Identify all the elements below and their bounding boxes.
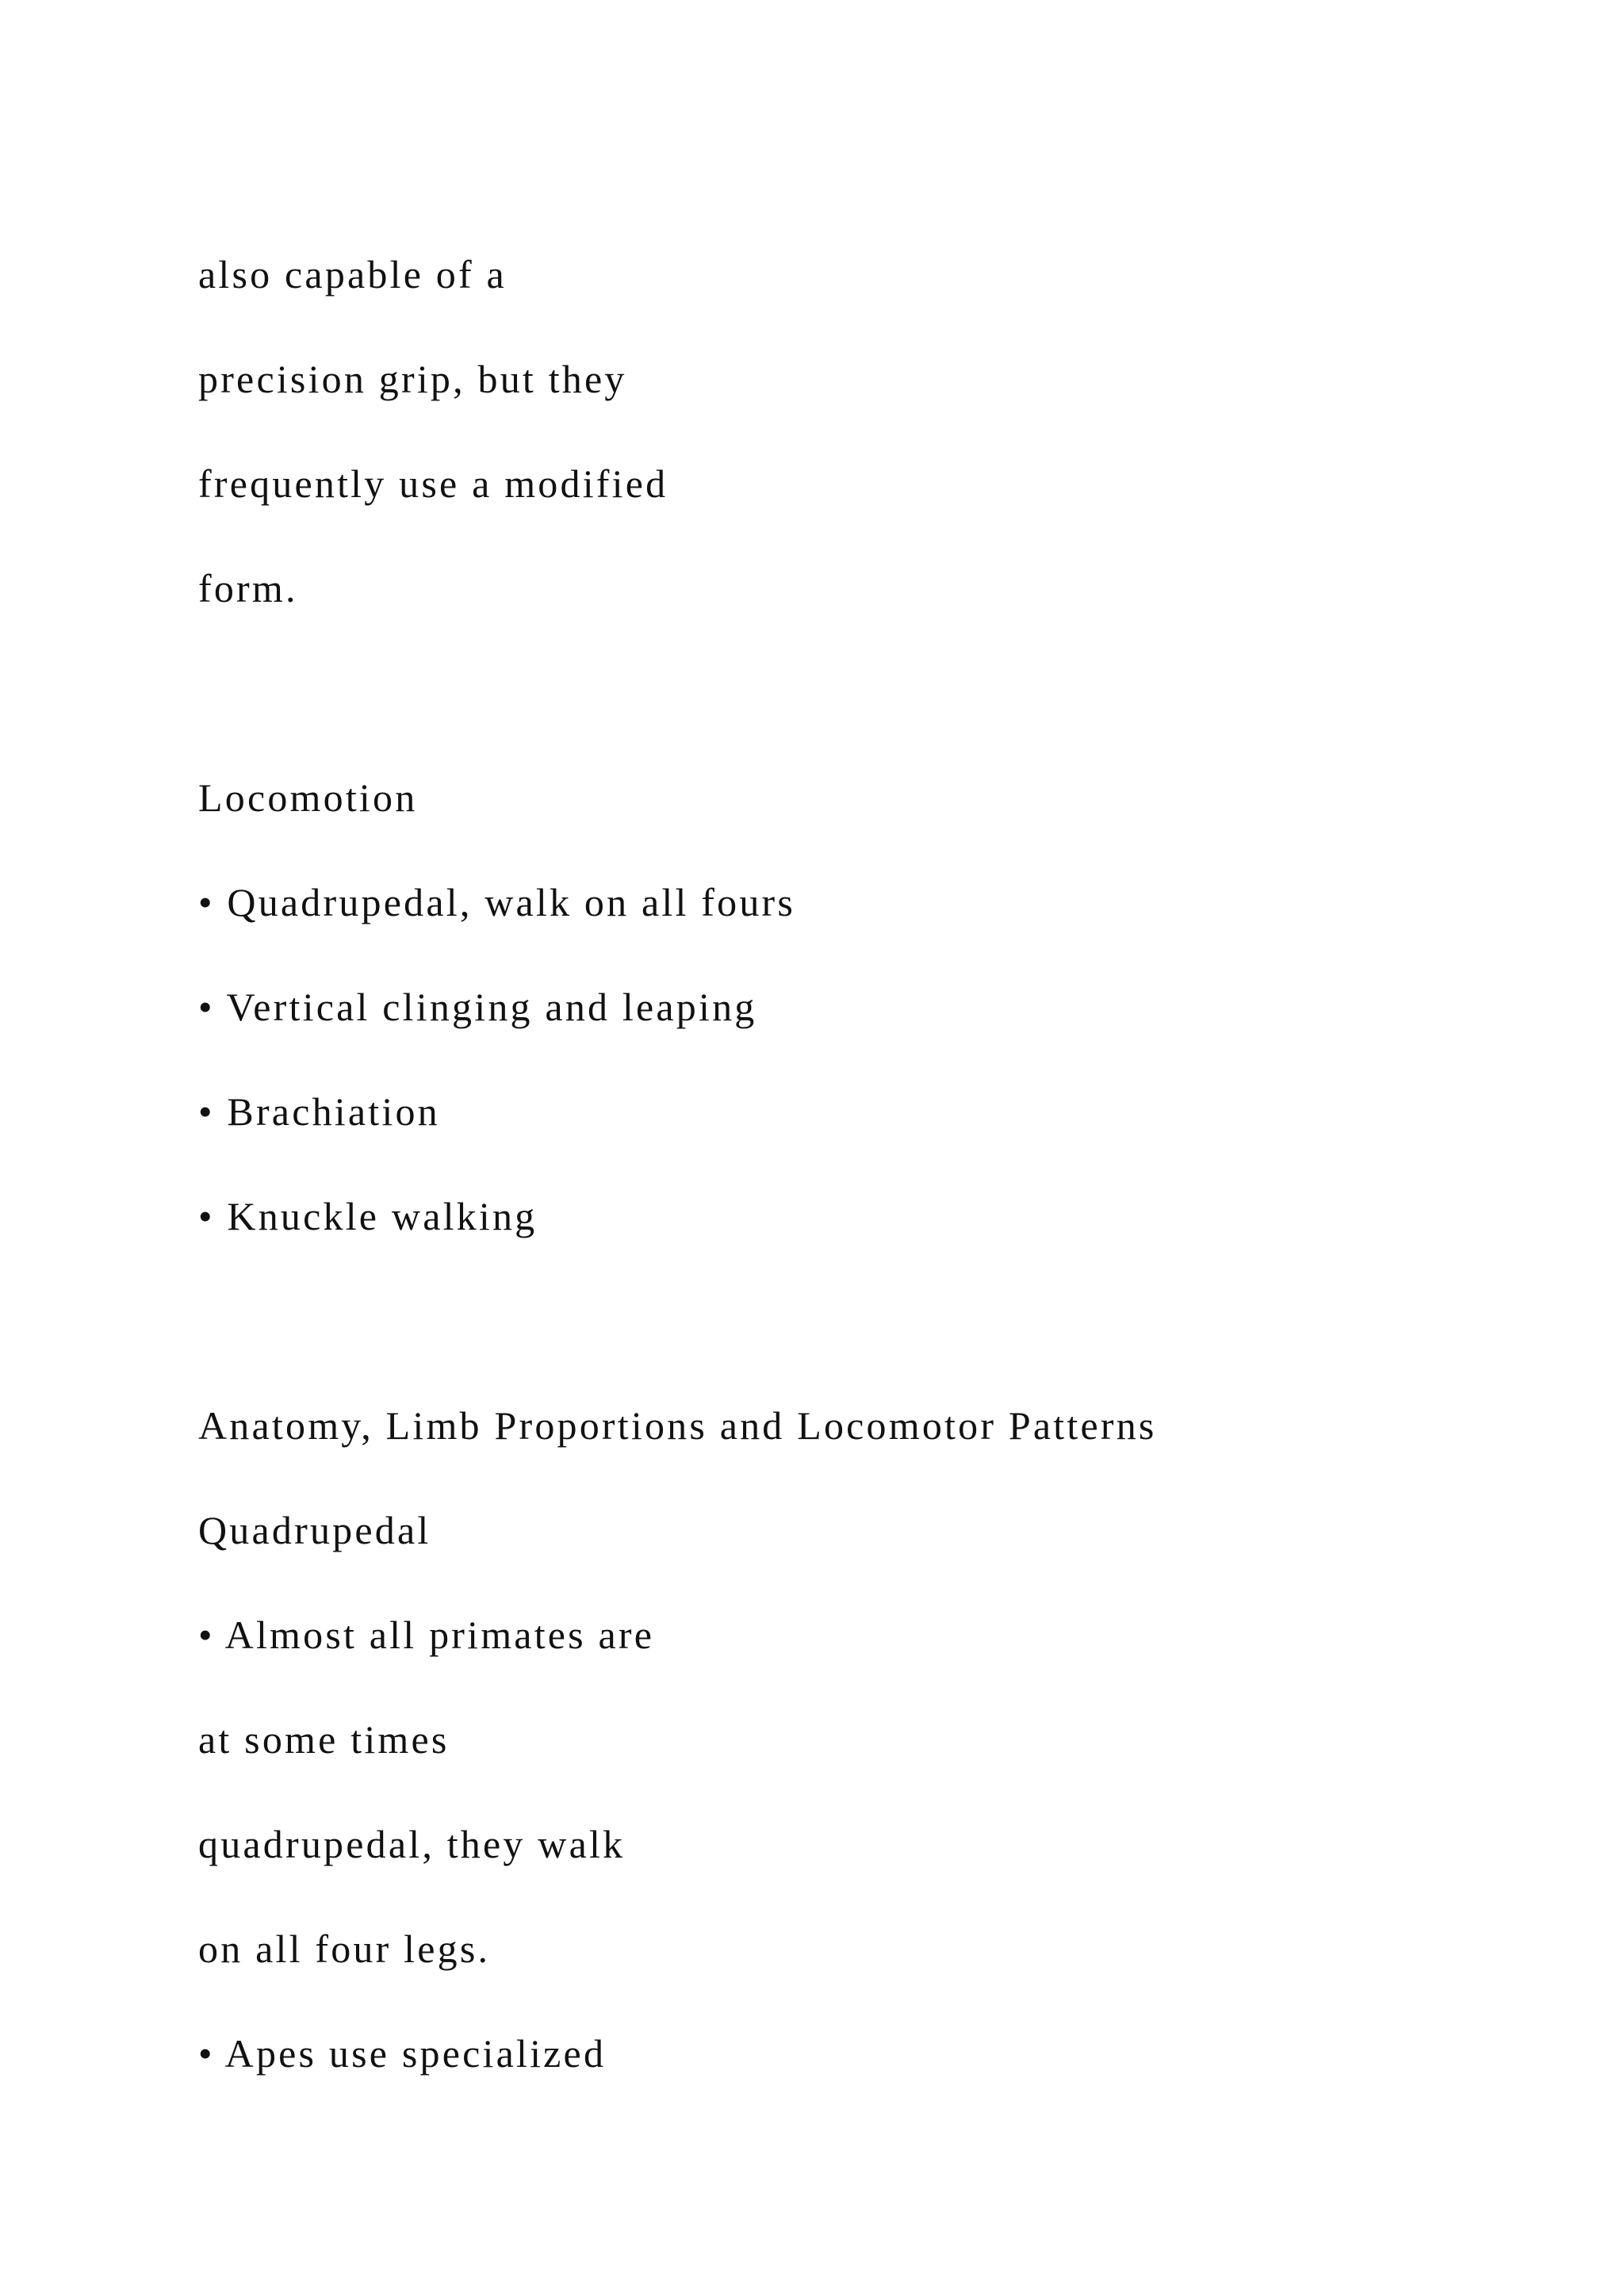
text-line: • Apes use specialized xyxy=(198,2031,607,2076)
text-line: on all four legs. xyxy=(198,1927,491,1971)
section-heading-anatomy: Anatomy, Limb Proportions and Locomotor Patterns xyxy=(198,1403,1157,1448)
paragraph-spacer xyxy=(198,1284,1546,1389)
bullet-item: • Knuckle walking xyxy=(198,1194,538,1238)
text-line: also capable of a xyxy=(198,252,507,297)
text-line: form. xyxy=(198,566,298,610)
paragraph-spacer xyxy=(198,656,1546,761)
bullet-item: • Quadrupedal, walk on all fours xyxy=(198,880,796,924)
section-heading-locomotion: Locomotion xyxy=(198,775,418,820)
text-line: precision grip, but they xyxy=(198,357,627,401)
text-line: quadrupedal, they walk xyxy=(198,1822,626,1866)
subheading-quadrupedal: Quadrupedal xyxy=(198,1508,431,1552)
text-line: at some times xyxy=(198,1717,450,1762)
bullet-item: • Vertical clinging and leaping xyxy=(198,985,757,1029)
bullet-item: • Brachiation xyxy=(198,1089,440,1134)
text-line: • Almost all primates are xyxy=(198,1613,655,1657)
text-line: frequently use a modified xyxy=(198,461,668,506)
document-body xyxy=(198,238,1546,2122)
